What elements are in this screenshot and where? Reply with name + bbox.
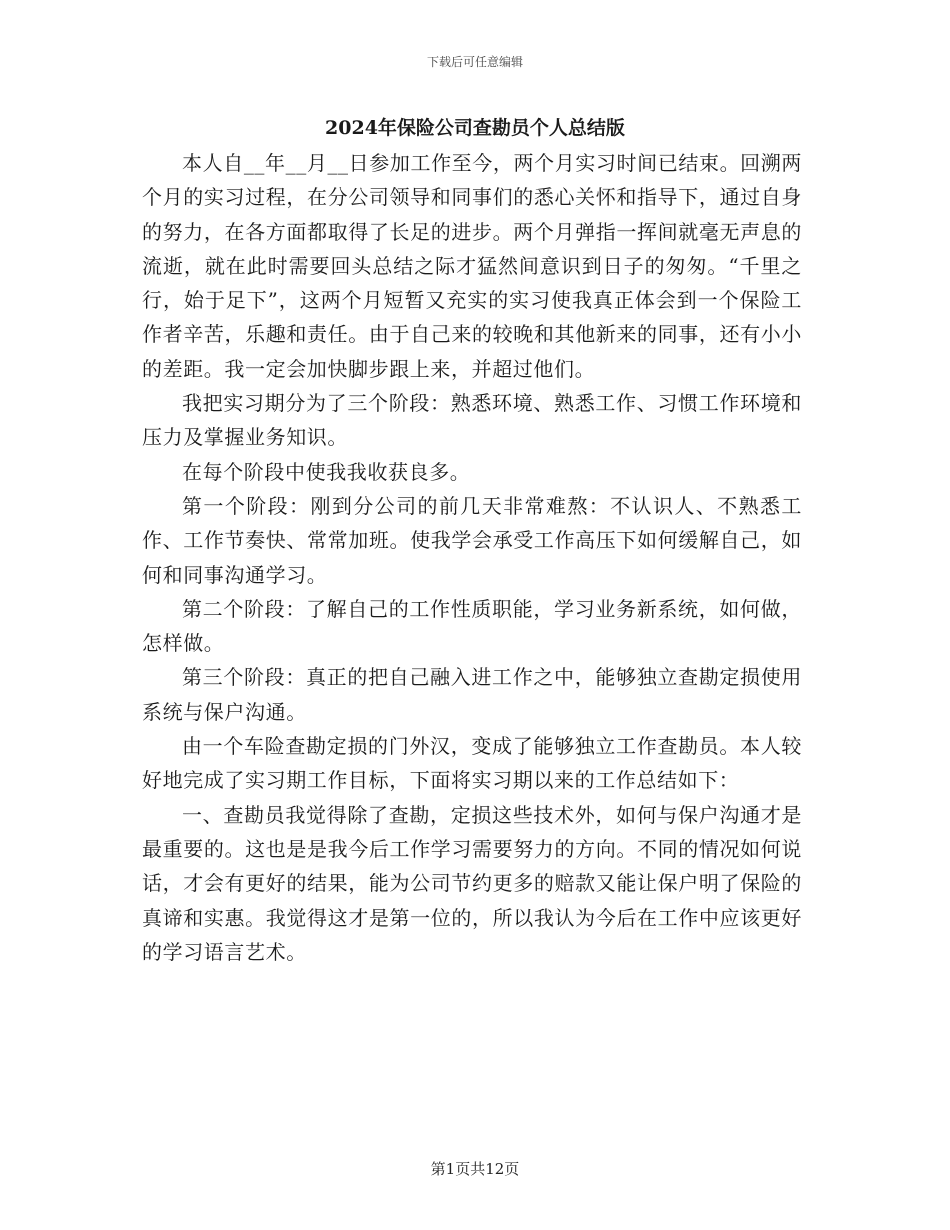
document-body: [142, 146, 802, 969]
paragraph-summary-intro: 由一个车险查勘定损的门外汉，变成了能够独立工作查勘员。本人较好地完成了实习期工作目标，下面将实习期以来的工作总结如下：: [142, 734, 802, 793]
paragraph-stage-two: 第二个阶段：了解自己的工作性质职能，学习业务新系统，如何做，怎样做。: [142, 596, 802, 656]
paragraph-point-one: 一、查勘员我觉得除了查勘，定损这些技术外，如何与保户沟通才是最重要的。这也是是我今后工作学习需要努力的方向。不同的情况如何说话，才会有更好的结果，能为公司节约更多的赔款又能让保户明了保险的真谛和实惠。我觉得这才是第一位的，所以我认为今后在工作中应该更好的学习语言艺术。: [142, 802, 802, 964]
paragraph-stage-three: 第三个阶段：真正的把自己融入进工作之中，能够独立查勘定损使用系统与保户沟通。: [142, 665, 802, 724]
page-footer: 第1页共12页: [430, 1160, 520, 1178]
header-note: 下载后可任意编辑: [426, 55, 523, 69]
paragraph-intro: 本人自__年__月__日参加工作至今，两个月实习时间已结束。回溯两个月的实习过程，在分公司领导和同事们的悉心关怀和指导下，通过自身的努力，在各方面都取得了长足的进步。两个月弹指一挥间就毫无声息的流逝，就在此时需要回头总结之际才猛然间意识到日子的匆匆。“千里之行，始于足下”，这两个月短暂又充实的实习使我真正体会到一个保险工作者辛苦，乐趣和责任。由于自己来的较晚和其他新来的同事，还有小小的差距。我一定会加快脚步跟上来，并超过他们。: [142, 151, 802, 381]
paragraph-stage-one: 第一个阶段：刚到分公司的前几天非常难熬：不认识人、不熟悉工作、工作节奏快、常常加班。使我学会承受工作高压下如何缓解自己，如何和同事沟通学习。: [142, 493, 802, 587]
paragraph-stages: 我把实习期分为了三个阶段：熟悉环境、熟悉工作、习惯工作环境和压力及掌握业务知识。: [142, 391, 802, 450]
paragraph-gains: 在每个阶段中使我我收获良多。: [182, 459, 471, 484]
document-title: 2024年保险公司查勘员个人总结版: [325, 117, 625, 139]
